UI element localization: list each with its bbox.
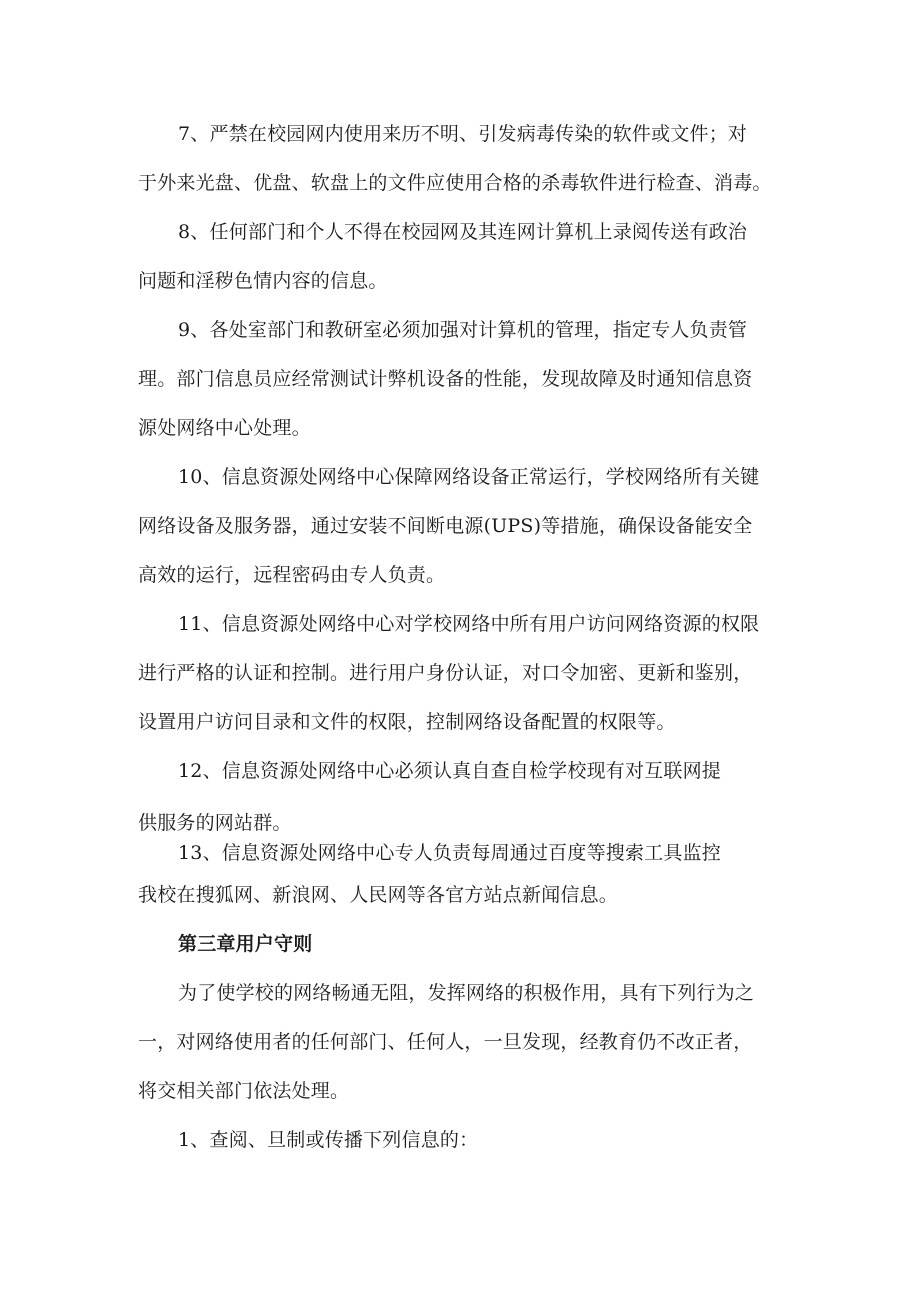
text-line: 供服务的网站群。: [138, 812, 292, 834]
chapter-heading: 第三章用户守则: [178, 933, 313, 955]
text-line: 12、信息资源处网络中心必须认真自查自检学校现有对互联网提: [178, 760, 721, 782]
text-line: 13、信息资源处网络中心专人负责每周通过百度等搜索工具监控: [178, 842, 721, 864]
text-line: 为了使学校的网络畅通无阻，发挥网络的积极作用，具有下列行为之: [178, 982, 755, 1004]
text-line: 网络设备及服务器，通过安装不间断电源(UPS)等措施，确保设备能安全: [138, 515, 753, 537]
text-line: 9、各处室部门和教研室必须加强对计算机的管理，指定专人负责管: [178, 319, 748, 341]
text-line: 源处网络中心处理。: [138, 417, 311, 439]
text-line: 设置用户访问目录和文件的权限，控制网络设备配置的权限等。: [138, 711, 676, 733]
text-line: 于外来光盘、优盘、软盘上的文件应使用合格的杀毒软件进行检查、消毒。: [138, 172, 772, 194]
text-line: 理。部门信息员应经常测试计弊机设备的性能，发现故障及时通知信息资: [138, 368, 753, 390]
text-line: 1、查阅、旦制或传播下列信息的：: [178, 1129, 479, 1151]
text-line: 我校在搜狐网、新浪网、人民网等各官方站点新闻信息。: [138, 884, 619, 906]
text-line: 问题和淫秽色情内容的信息。: [138, 270, 388, 292]
text-line: 一，对网络使用者的任何部门、任何人，一旦发现，经教育仍不改正者，: [138, 1031, 753, 1053]
text-line: 10、信息资源处网络中心保障网络设备正常运行，学校网络所有关键: [178, 466, 760, 488]
text-line: 进行严格的认证和控制。进行用户身份认证，对口令加密、更新和鉴别，: [138, 662, 753, 684]
text-line: 11、信息资源处网络中心对学校网络中所有用户访问网络资源的权限: [178, 613, 760, 635]
text-line: 将交相关部门依法处理。: [138, 1080, 350, 1102]
text-line: 7、严禁在校园网内使用来历不明、引发病毒传染的软件或文件；对: [178, 123, 748, 145]
text-line: 高效的运行，远程密码由专人负责。: [138, 564, 446, 586]
text-line: 8、任何部门和个人不得在校园网及其连网计算机上录阅传送有政治: [178, 221, 748, 243]
